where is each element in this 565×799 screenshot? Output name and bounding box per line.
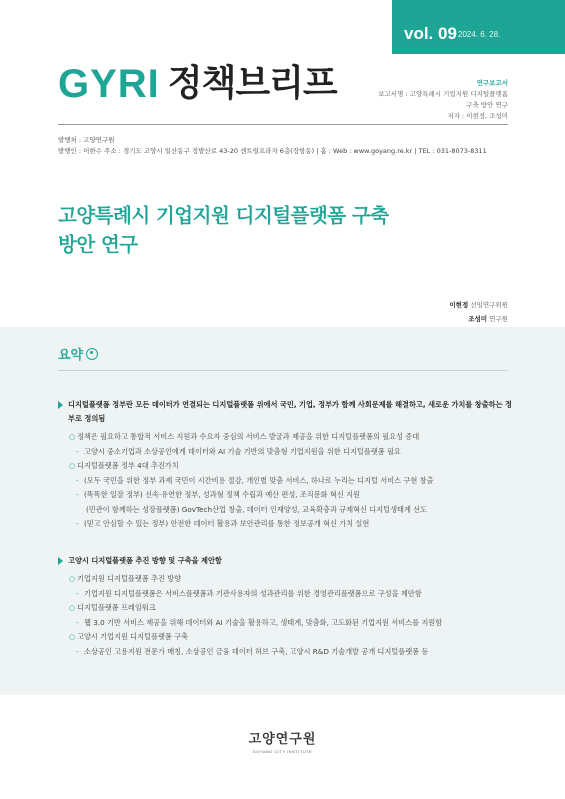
list-item-text: 디지털플랫폼 프레임워크: [77, 603, 156, 612]
list-item-text: 기업지원 디지털플랫폼 추진 방향: [77, 574, 182, 583]
circle-bullet-icon: ○: [69, 461, 76, 470]
circle-bullet-icon: ○: [69, 432, 76, 441]
report-researchers: 저자 : 이현정, 조성미: [447, 112, 508, 120]
header-divider: [58, 124, 508, 125]
logo-brief-title: 정책브리프: [167, 63, 337, 104]
list-item-text: 정책은 필요하고 통합적 서비스 지원과 수요자 중심의 서비스 발굴과 제공을 위한 디지털플랫폼의 필요성 증대: [77, 432, 420, 441]
list-item-text: (모두 국민을 위한 정부 과제 국민이 시간비용 절감, 개인별 맞춤 서비스, 하나로 누리는 디지털 서비스 구현 창출: [84, 475, 434, 485]
logo-gyri: GYRI: [58, 62, 160, 106]
triangle-bullet-icon: [58, 401, 63, 409]
list-item-text: 고양시 기업지원 디지털플랫폼 구축: [77, 632, 189, 641]
list-item: [58, 474, 513, 489]
section-2-items: [58, 572, 513, 659]
list-item-text: 디지털플랫폼 정부 4대 추진가치: [77, 461, 179, 470]
page-title: [58, 201, 498, 259]
author-1-name: 이현정: [449, 301, 469, 309]
report-title-cont: 구축 방안 연구: [466, 101, 508, 109]
report-title: 보고서명 : 고양특례시 기업지원 디지털플랫폼: [378, 90, 508, 98]
circle-bullet-icon: ○: [69, 574, 76, 583]
section-1-items: [58, 430, 513, 532]
list-item-text: 웹 3.0 기반 서비스 제공을 위해 데이터와 AI 기술을 활용하고, 생태계, 맞춤화, 고도화된 기업지원 서비스를 지원함: [84, 617, 443, 627]
author-2-name: 조성미: [468, 315, 488, 323]
dash-bullet-icon: -: [76, 490, 79, 499]
list-item: [58, 459, 513, 474]
summary-section-2: [58, 554, 513, 659]
footer-logo: [0, 728, 565, 754]
list-item: [58, 445, 513, 460]
list-item: [58, 616, 513, 631]
dash-bullet-icon: -: [76, 519, 79, 528]
summary-label-text: 요약: [58, 348, 84, 363]
list-item: [58, 601, 513, 616]
report-type: 연구보고서: [476, 79, 508, 87]
volume-number: vol. 09: [404, 24, 457, 43]
circle-bullet-icon: ○: [69, 603, 76, 612]
dash-bullet-icon: -: [76, 446, 79, 456]
list-item-text: 고양시 중소기업과 소상공인에게 데이터와 AI 기술 기반의 맞춤형 기업지원을 위한 디지털플랫폼 필요: [84, 446, 401, 456]
list-item: [58, 517, 513, 532]
list-item: [58, 430, 513, 445]
list-item-text: (똑똑한 일잘 정부) 신속·유연한 정부, 성과형 정책 수립과 예산 편성, 조직문화 혁신 지원: [84, 490, 360, 499]
authors: [449, 298, 508, 326]
author-1: [449, 298, 508, 312]
summary-bubble-icon: [86, 348, 98, 360]
list-item: [58, 572, 513, 587]
list-item: [58, 488, 513, 503]
footer-name-ko: 고양연구원: [248, 732, 317, 747]
section-1-heading: [58, 398, 513, 426]
list-item: [58, 630, 513, 645]
dash-bullet-icon: -: [76, 646, 79, 656]
publisher-line-2: 발행인 : 이한수 주소 : 경기도 고양시 일산동구 정발산로 43-20 센트럴프라자 6층(장항동) | 홈 : Web : www.goyang.re.kr | TEL : 031-8073-8311: [58, 147, 487, 155]
list-item: [58, 587, 513, 602]
triangle-bullet-icon: [58, 557, 63, 565]
publisher-line-1: 발행처 : 고양연구원: [58, 136, 115, 144]
author-2: [449, 312, 508, 326]
report-meta: [378, 78, 508, 122]
author-2-role: 연구원: [489, 315, 508, 323]
list-item-text: (믿고 안심할 수 있는 정부) 안전한 데이터 활용과 보안관리를 통한 정보공개 혁신 가치 실현: [84, 519, 370, 528]
circle-bullet-icon: ○: [69, 632, 76, 641]
list-item-text: 기업지원 디지털플랫폼은 서비스플랫폼과 기관사용자의 성과관리를 위한 경영관리플랫폼으로 구성을 제안함: [84, 588, 422, 598]
page-title-line-2: 방안 연구: [58, 233, 138, 256]
dash-bullet-icon: -: [76, 617, 79, 627]
section-2-heading-text: 고양시 디지털플랫폼 추진 방향 및 구축을 제안함: [68, 556, 222, 565]
summary-section-1: [58, 398, 513, 532]
dash-bullet-icon: -: [76, 588, 79, 598]
list-item: [58, 645, 513, 660]
publisher-info: [58, 135, 487, 157]
summary-divider: [58, 370, 508, 371]
list-item-text: (민관이 함께하는 성장플랫폼) GovTech산업 창출, 데이터 인재양성, 교육확충과 규제혁신 디지털생태계 선도: [86, 504, 428, 514]
list-item: [58, 503, 513, 518]
section-1-heading-text: 디지털플랫폼 정부란 모든 데이터가 연결되는 디지털플랫폼 위에서 국민, 기업, 정부가 함께 사회문제를 해결하고, 새로운 가치를 창출하는 정부로 정의됨: [68, 400, 512, 423]
section-2-heading: [58, 554, 513, 568]
author-1-role: 선임연구위원: [470, 301, 508, 309]
dash-bullet-icon: -: [76, 475, 79, 485]
list-item-text: 소상공인 고용지원 전문가 매칭, 소상공인 금융 데이터 허브 구축, 고양시 R&D 기술개발 공개 디지털플랫폼 등: [84, 646, 429, 656]
summary-label: [58, 344, 98, 363]
footer-name-en: GOYANG CITY INSTITUTE: [252, 749, 313, 754]
brand-logo: [58, 64, 337, 104]
issue-date: 2024. 6. 28.: [458, 30, 501, 39]
page-title-line-1: 고양특례시 기업지원 디지털플랫폼 구축: [58, 204, 389, 227]
